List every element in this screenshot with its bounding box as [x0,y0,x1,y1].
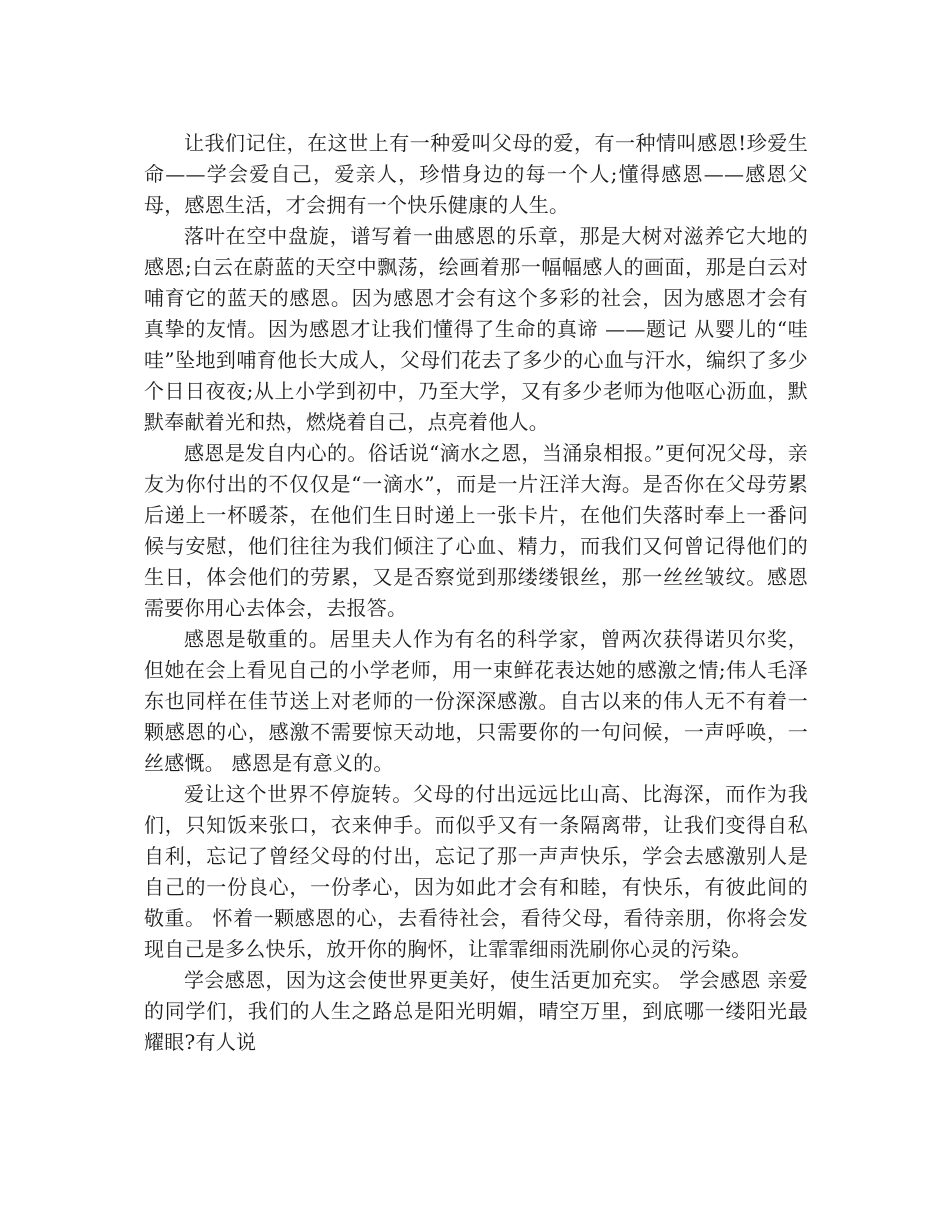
paragraph-5: 爱让这个世界不停旋转。父母的付出远远比山高、比海深，而作为我们，只知饭来张口，衣来伸手。而似乎又有一条隔离带，让我们变得自私自利，忘记了曾经父母的付出，忘记了那一声声快乐，学会去感激别人是自己的一份良心，一份孝心，因为如此才会有和睦，有快乐，有彼此间的敬重。 怀着一颗感恩的心，去看待社会，看待父母，看待亲朋，你将会发现自己是多么快乐，放开你的胸怀，让霏霏细雨洗刷你心灵的污染。 [144,782,808,961]
paragraph-1: 让我们记住，在这世上有一种爱叫父母的爱，有一种情叫感恩!珍爱生命——学会爱自己，爱亲人，珍惜身边的每一个人;懂得感恩——感恩父母，感恩生活，才会拥有一个快乐健康的人生。 [144,131,808,217]
document-body [144,128,808,1058]
paragraph-3: 感恩是发自内心的。俗话说“滴水之恩，当涌泉相报。”更何况父母，亲友为你付出的不仅仅是“一滴水”，而是一片汪洋大海。是否你在父母劳累后递上一杯暖茶，在他们生日时递上一张卡片，在他们失落时奉上一番问候与安慰，他们往往为我们倾注了心血、精力，而我们又何曾记得他们的生日，体会他们的劳累，又是否察觉到那缕缕银丝，那一丝丝皱纹。感恩需要你用心去体会，去报答。 [144,441,808,620]
paragraph-4: 感恩是敬重的。居里夫人作为有名的科学家，曾两次获得诺贝尔奖，但她在会上看见自己的小学老师，用一束鲜花表达她的感激之情;伟人毛泽东也同样在佳节送上对老师的一份深深感激。自古以来的伟人无不有着一颗感恩的心，感激不需要惊天动地，只需要你的一句问候，一声呼唤，一丝感慨。 感恩是有意义的。 [144,627,808,775]
paragraph-6: 学会感恩，因为这会使世界更美好，使生活更加充实。 学会感恩 亲爱的同学们，我们的人生之路总是阳光明媚，晴空万里，到底哪一缕阳光最耀眼?有人说 [144,968,808,1054]
paragraph-2: 落叶在空中盘旋，谱写着一曲感恩的乐章，那是大树对滋养它大地的感恩;白云在蔚蓝的天空中飘荡，绘画着那一幅幅感人的画面，那是白云对哺育它的蓝天的感恩。因为感恩才会有这个多彩的社会，因为感恩才会有真挚的友情。因为感恩才让我们懂得了生命的真谛 ——题记 从婴儿的“哇哇”坠地到哺育他长大成人，父母们花去了多少的心血与汗水，编织了多少个日日夜夜;从上小学到初中，乃至大学，又有多少老师为他呕心沥血，默默奉献着光和热，燃烧着自己，点亮着他人。 [144,224,808,434]
